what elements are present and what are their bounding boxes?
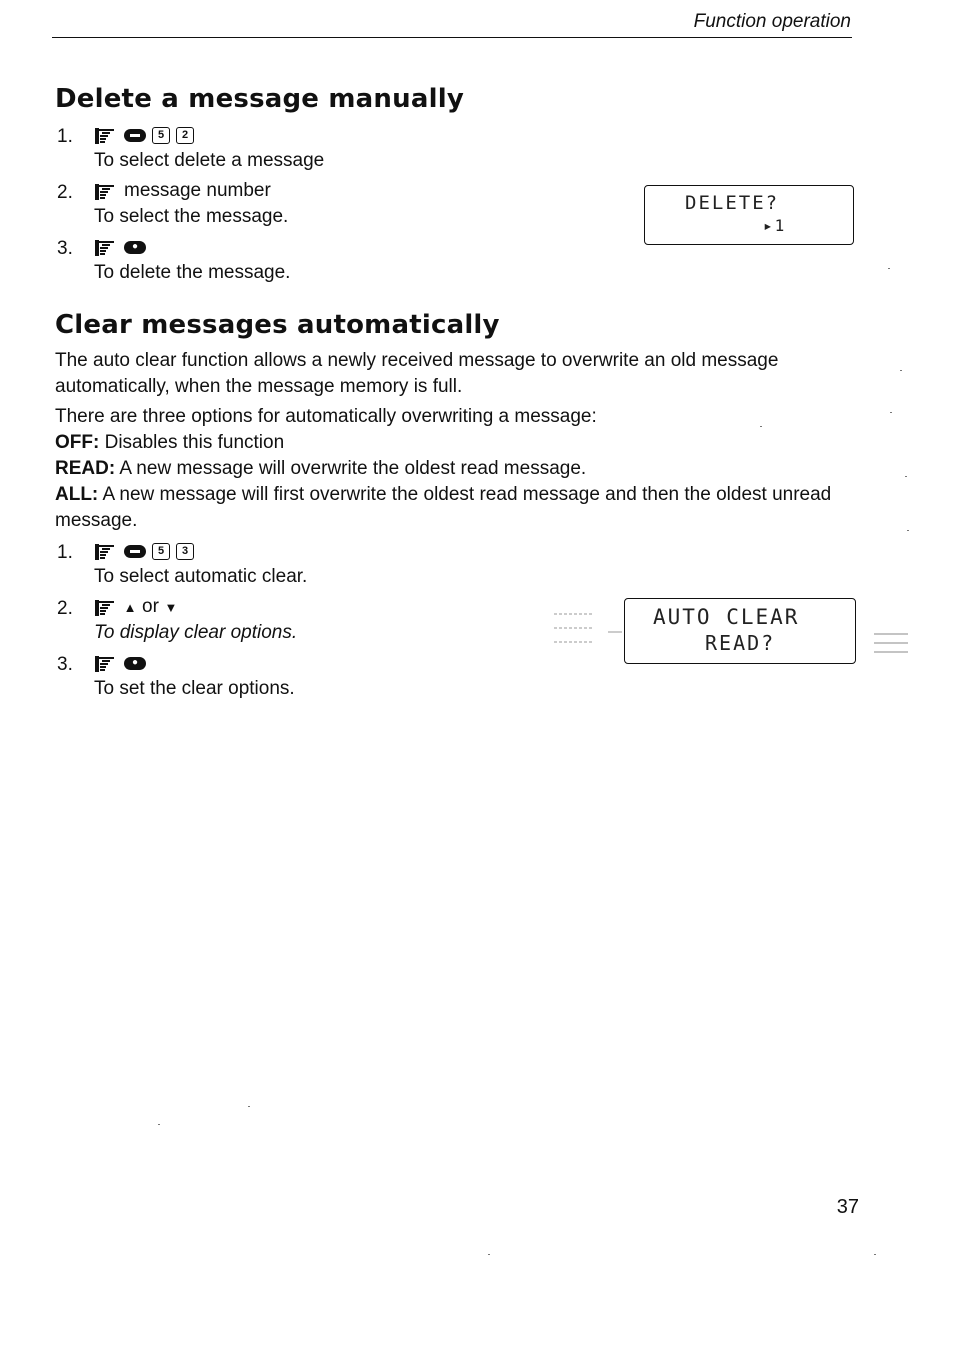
scan-speck	[248, 1106, 250, 1107]
step-number: 1.	[57, 126, 73, 147]
option-label: READ:	[55, 458, 116, 479]
option-all	[55, 482, 855, 534]
lcd-line-2: READ?	[705, 631, 776, 655]
step-2-delete	[94, 178, 288, 230]
scan-speck	[905, 476, 907, 477]
step-description: To delete the message.	[94, 262, 291, 283]
section-title-auto-clear: Clear messages automatically	[55, 310, 500, 340]
scan-speck	[488, 1254, 490, 1255]
hand-point-icon	[94, 181, 118, 201]
step-key-text: message number	[124, 180, 271, 201]
step-description: To set the clear options.	[94, 678, 295, 699]
option-label: ALL:	[55, 484, 99, 505]
key-sequence	[94, 122, 324, 148]
key-sequence	[94, 650, 295, 676]
step-number: 1.	[57, 542, 73, 563]
options-list	[55, 404, 855, 534]
section-title-delete: Delete a message manually	[55, 84, 464, 114]
arrow-down-key-icon: ▼	[164, 599, 178, 615]
lcd-display-delete	[644, 185, 854, 245]
digit-key-icon: 5	[152, 543, 170, 560]
margin-ghost-lines	[874, 632, 910, 654]
ok-key-icon: ●	[124, 241, 146, 254]
page-number: 37	[836, 1196, 859, 1218]
step-3-delete	[94, 234, 290, 286]
scan-speck	[900, 370, 902, 371]
ok-key-icon: ●	[124, 657, 146, 670]
hand-point-icon	[94, 237, 118, 257]
lcd-line-2: ▸1	[763, 216, 787, 235]
step-3-auto-clear	[94, 650, 295, 702]
option-read	[55, 456, 855, 482]
digit-key-icon: 2	[176, 127, 194, 144]
arrow-up-key-icon: ▲	[123, 599, 137, 615]
option-off	[55, 430, 855, 456]
lcd-line-1: DELETE?	[685, 192, 780, 214]
hand-point-icon	[94, 653, 118, 673]
hand-point-icon	[94, 597, 118, 617]
digit-key-icon: 5	[152, 127, 170, 144]
key-sequence	[94, 178, 288, 204]
key-sequence	[94, 594, 297, 620]
step-number: 2.	[57, 598, 73, 619]
options-intro: There are three options for automatically overwriting a message:	[55, 406, 597, 427]
scan-speck	[888, 268, 890, 269]
scan-speck	[760, 426, 762, 427]
key-sequence	[94, 538, 307, 564]
lcd-line-1: AUTO CLEAR	[653, 605, 800, 629]
step-number: 3.	[57, 238, 73, 259]
hand-point-icon	[94, 541, 118, 561]
step-number: 2.	[57, 182, 73, 203]
step-1-auto-clear	[94, 538, 307, 590]
scan-speck	[158, 1124, 160, 1125]
step-description: To select delete a message	[94, 150, 325, 171]
option-text: A new message will overwrite the oldest read message.	[115, 458, 587, 479]
header-rule	[52, 37, 852, 38]
key-sequence	[94, 234, 290, 260]
option-label: OFF:	[55, 432, 100, 453]
running-header: Function operation	[693, 11, 851, 32]
option-text: Disables this function	[99, 432, 285, 453]
step-2-auto-clear	[94, 594, 297, 646]
step-description: To display clear options.	[94, 622, 298, 643]
step-description: To select the message.	[94, 206, 289, 227]
step-description: To select automatic clear.	[94, 566, 308, 587]
scan-speck	[890, 412, 892, 413]
step-1-delete	[94, 122, 324, 174]
lcd-display-auto-clear	[624, 598, 856, 664]
menu-key-icon: ▬	[124, 545, 146, 558]
hand-point-icon	[94, 125, 118, 145]
menu-key-icon: ▬	[124, 129, 146, 142]
lcd-ghost-marks	[552, 606, 622, 652]
intro-paragraph: The auto clear function allows a newly received message to overwrite an old message automatically, when the message memory is full.	[55, 350, 779, 397]
scan-speck	[874, 1254, 876, 1255]
scan-speck	[907, 530, 909, 531]
step-number: 3.	[57, 654, 73, 675]
digit-key-icon: 3	[176, 543, 194, 560]
option-text: A new message will first overwrite the oldest read message and then the oldest unread message.	[55, 484, 832, 531]
or-text: or	[142, 596, 159, 617]
